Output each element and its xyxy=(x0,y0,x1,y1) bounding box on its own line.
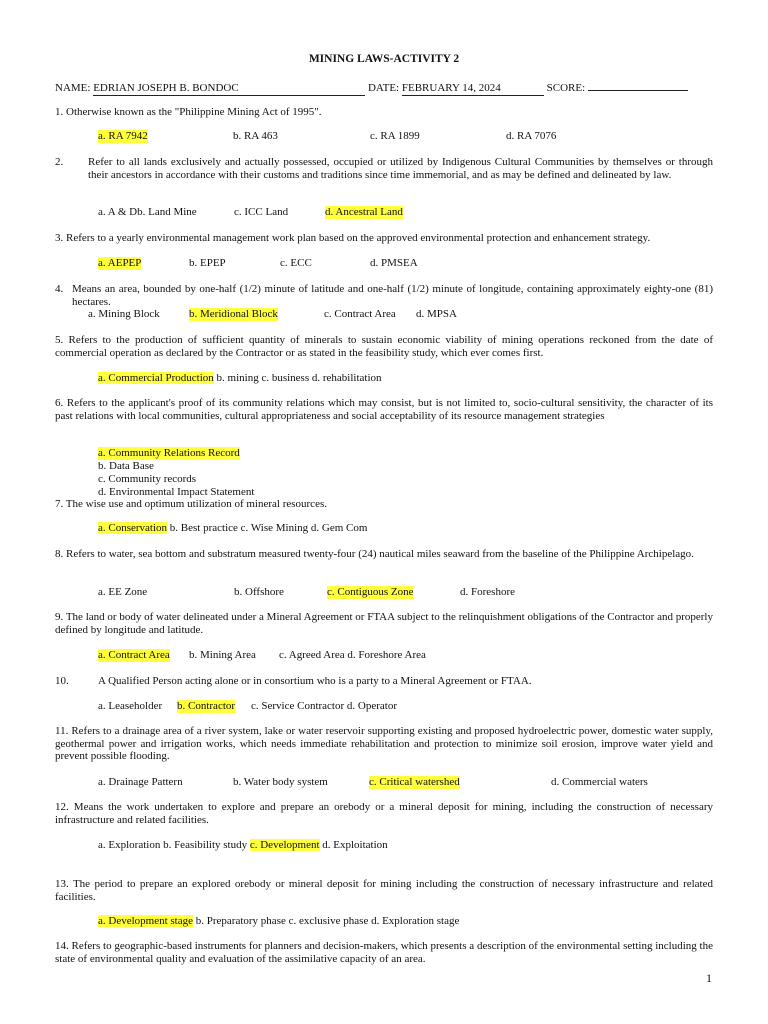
question-10-text: A Qualified Person acting alone or in consortium who is a party to a Mineral Agreement or FTAA. xyxy=(98,675,532,687)
name-value: EDRIAN JOSEPH B. BONDOC xyxy=(93,82,239,94)
q6-choice-c: c. Community records xyxy=(98,473,197,485)
q5-choice-a: a. Commercial Production xyxy=(98,372,214,384)
question-6-text: 6. Refers to the applicant's proof of its community relations which may consist, but is not limited to, socio-cultural sensitivity, the character of its past relations with local communities, cultural appropriateness and social acceptability of its resource management strategies xyxy=(55,397,713,422)
q11-choice-d: d. Commercial waters xyxy=(551,776,648,788)
name-field xyxy=(93,82,365,96)
question-12-text: 12. Means the work undertaken to explore and prepare an orebody or a mineral deposit for mining, including the construction of necessary infrastructure and related facilities. xyxy=(55,801,713,826)
q5-choices xyxy=(98,372,382,385)
question-11-text: 11. Refers to a drainage area of a river system, lake or water reservoir supporting existing and proposed hydroelectric power, domestic water supply, geothermal power and irrigation works, which needs immediate rehabilitation and protection to minimize soil erosion, improve water yield and prevent possible flooding. xyxy=(55,725,713,762)
q12-choices xyxy=(98,839,388,852)
q7-choices xyxy=(98,522,367,535)
q3-choice-d: d. PMSEA xyxy=(370,257,418,269)
q8-choice-c: c. Contiguous Zone xyxy=(327,586,414,598)
q2-choice-c: c. ICC Land xyxy=(234,206,289,218)
q6-choice-d: d. Environmental Impact Statement xyxy=(98,486,255,498)
q8-choice-d: d. Foreshore xyxy=(460,586,515,598)
q2-choice-b: a. A & Db. Land Mine xyxy=(98,206,197,218)
q9-choice-b: b. Mining Area xyxy=(189,649,256,661)
question-3-text: 3. Refers to a yearly environmental management work plan based on the approved environmental protection and enhancement strategy. xyxy=(55,232,651,244)
question-10-number: 10. xyxy=(55,675,69,687)
q12-choice-c: c. Development xyxy=(249,839,320,851)
question-1-text: 1. Otherwise known as the "Philippine Mining Act of 1995". xyxy=(55,106,322,118)
q13-choice-rest: b. Preparatory phase c. exclusive phase d. Exploration stage xyxy=(195,915,460,927)
question-7-text: 7. The wise use and optimum utilization of mineral resources. xyxy=(55,498,327,510)
q10-choice-a: a. Leaseholder xyxy=(98,700,163,712)
question-4-text: Means an area, bounded by one-half (1/2) minute of latitude and one-half (1/2) minute of longitude, containing approximately eighty-one (81) hectares. xyxy=(72,283,713,308)
date-label: DATE: xyxy=(367,82,400,94)
question-4-number: 4. xyxy=(55,283,64,295)
q1-choice-a: a. RA 7942 xyxy=(98,130,148,142)
q6-choice-b: b. Data Base xyxy=(98,460,154,472)
q3-choice-a: a. AEPEP xyxy=(98,257,142,269)
q6-choice-a: a. Community Relations Record xyxy=(98,447,240,459)
question-5-text: 5. Refers to the production of sufficient quantity of minerals to sustain economic viability of mining operations reckoned from the date of commercial operation as declared by the Contractor or as stated in the feasibility study, which ever comes first. xyxy=(55,334,713,359)
q3-choice-c: c. ECC xyxy=(280,257,312,269)
q11-choice-a: a. Drainage Pattern xyxy=(98,776,183,788)
q11-choice-b: b. Water body system xyxy=(233,776,328,788)
header-line xyxy=(55,80,688,96)
q10-choice-c: c. Service Contractor d. Operator xyxy=(251,700,397,712)
page-title: MINING LAWS-ACTIVITY 2 xyxy=(308,53,460,65)
q3-choice-b: b. EPEP xyxy=(189,257,226,269)
q8-choice-a: a. EE Zone xyxy=(98,586,148,598)
q1-choice-d: d. RA 7076 xyxy=(506,130,557,142)
q13-choices xyxy=(98,915,459,928)
q10-choice-b: b. Contractor xyxy=(177,700,236,712)
question-2-text: Refer to all lands exclusively and actually possessed, occupied or utilized by Indigenous Cultural Communities by themselves or through their ancestors in accordance with their customs and traditions since time immemorial, and as may be defined and delineated by law. xyxy=(88,156,713,181)
q5-choice-rest: b. mining c. business d. rehabilitation xyxy=(216,372,382,384)
q2-choice-d: d. Ancestral Land xyxy=(325,206,403,218)
q7-choice-rest: b. Best practice c. Wise Mining d. Gem Com xyxy=(169,522,368,534)
q4-choice-d: d. MPSA xyxy=(416,308,457,320)
q4-choice-c: c. Contract Area xyxy=(324,308,396,320)
q12-choice-d: d. Exploitation xyxy=(322,839,388,851)
q1-choice-c: c. RA 1899 xyxy=(370,130,420,142)
q11-choice-c: c. Critical watershed xyxy=(369,776,460,788)
q7-choice-a: a. Conservation xyxy=(98,522,168,534)
page-number: 1 xyxy=(706,971,712,985)
date-field xyxy=(402,82,544,96)
score-field xyxy=(588,80,688,91)
q12-choice-ab: a. Exploration b. Feasibility study xyxy=(98,839,248,851)
name-label: NAME: xyxy=(55,82,91,94)
date-value: FEBRUARY 14, 2024 xyxy=(401,82,501,94)
q9-choice-a: a. Contract Area xyxy=(98,649,170,661)
q4-choice-a: a. Mining Block xyxy=(88,308,160,320)
question-14-text: 14. Refers to geographic-based instruments for planners and decision-makers, which presents a description of the environmental setting including the state of environmental quality and evaluation of the assimilative capacity of an area. xyxy=(55,940,713,965)
q13-choice-a: a. Development stage xyxy=(98,915,193,927)
q4-choice-b: b. Meridional Block xyxy=(189,308,278,320)
question-8-text: 8. Refers to water, sea bottom and substratum measured twenty-four (24) nautical miles seaward from the baseline of the Philippine Archipelago. xyxy=(55,548,694,560)
question-2-number: 2. xyxy=(55,156,64,168)
q8-choice-b: b. Offshore xyxy=(234,586,284,598)
score-label: SCORE: xyxy=(546,82,586,94)
question-9-text: 9. The land or body of water delineated under a Mineral Agreement or FTAA subject to the relinquishment obligations of the Contractor and properly defined by longitude and latitude. xyxy=(55,611,713,636)
q9-choice-c: c. Agreed Area d. Foreshore Area xyxy=(279,649,426,661)
q1-choice-b: b. RA 463 xyxy=(233,130,278,142)
question-13-text: 13. The period to prepare an explored orebody or mineral deposit for mining including the construction of necessary infrastructure and related facilities. xyxy=(55,878,713,903)
